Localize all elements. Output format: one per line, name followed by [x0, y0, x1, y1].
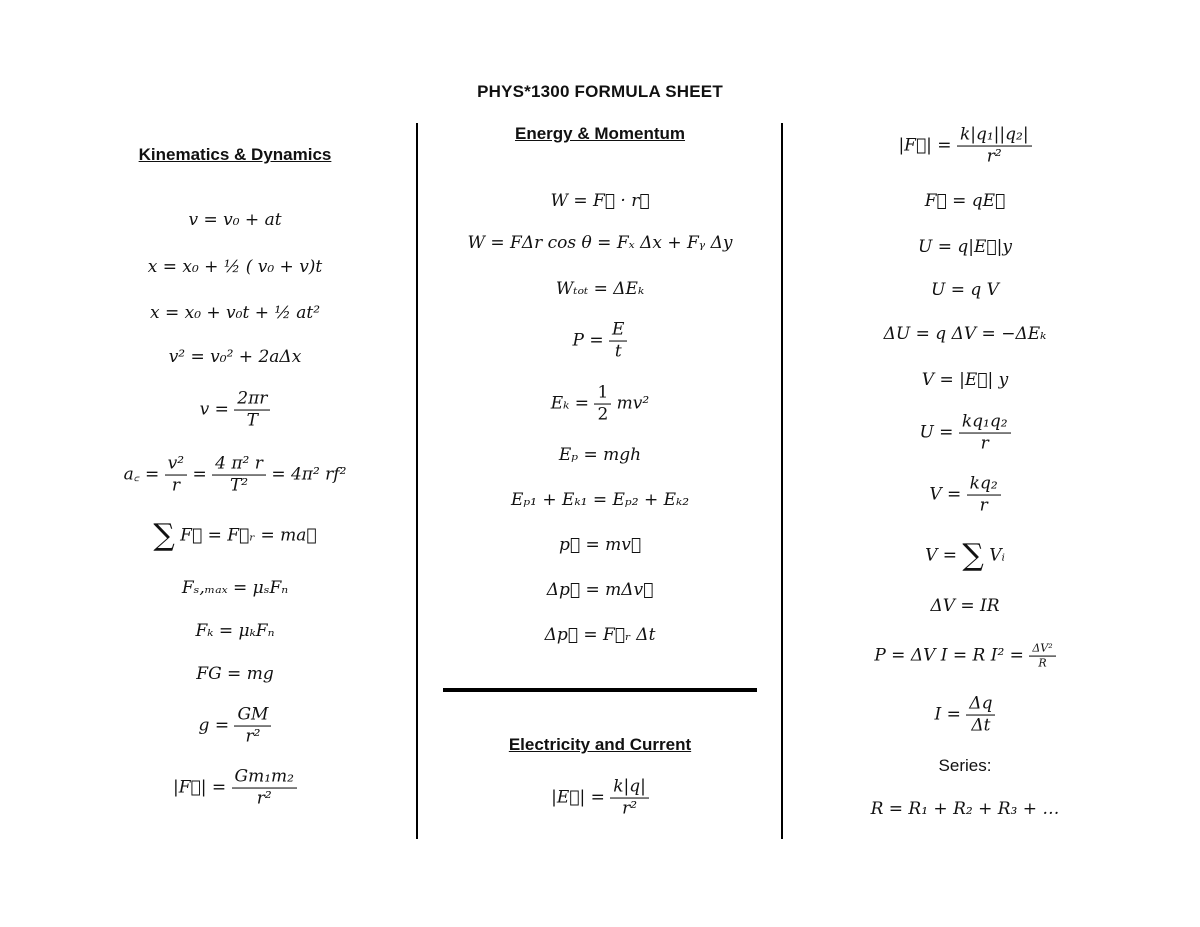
- denominator: r²: [256, 788, 272, 809]
- formula-impulse: Δp⃗ = F⃗ᵣ Δt: [544, 625, 656, 645]
- formula-rhs: = 4π² rf²: [271, 464, 347, 485]
- equals: =: [192, 464, 207, 485]
- formula-lhs: a꜀ =: [123, 464, 160, 485]
- formula-voltage-field: V = |E⃗| y: [921, 370, 1009, 390]
- fraction: [594, 384, 611, 425]
- formula-static-friction: Fₛ,ₘₐₓ = μₛFₙ: [181, 578, 289, 598]
- numerator: k|q₁||q₂|: [957, 126, 1032, 147]
- formula-voltage-sum: [815, 538, 1115, 573]
- formula-gravitational-field: [85, 706, 385, 747]
- formula-current: [815, 695, 1115, 736]
- fraction: [212, 455, 266, 496]
- formula-net-force: [85, 518, 385, 553]
- fraction: [610, 778, 649, 819]
- formula-lhs: Eₖ =: [550, 393, 590, 414]
- formula-force-field: F⃗ = qE⃗: [924, 191, 1006, 211]
- sum-symbol: ∑: [962, 538, 984, 573]
- numerator: ΔV²: [1029, 643, 1055, 657]
- denominator: r²: [622, 798, 638, 819]
- formula-lhs: I =: [934, 704, 961, 725]
- formula-electric-potential-energy: [815, 413, 1115, 454]
- denominator: r²: [245, 726, 261, 747]
- formula-ohms-law: ΔV = IR: [930, 596, 1000, 616]
- numerator: 4 π² r: [212, 455, 266, 476]
- formula-potential-energy-voltage: U = q V: [931, 280, 999, 300]
- fraction: [609, 321, 627, 362]
- formula-electric-power: [815, 643, 1115, 670]
- formula-circular-velocity: [85, 390, 385, 431]
- numerator: 1: [594, 384, 611, 405]
- numerator: Δq: [966, 695, 995, 716]
- formula-energy-conservation: Eₚ₁ + Eₖ₁ = Eₚ₂ + Eₖ₂: [510, 490, 690, 510]
- denominator: r: [171, 475, 180, 496]
- formula-work-total: Wₜₒₜ = ΔEₖ: [555, 279, 645, 299]
- formula-potential-energy: Eₚ = mgh: [558, 445, 642, 465]
- series-label: Series:: [938, 756, 992, 775]
- numerator: GM: [234, 706, 271, 727]
- denominator: r: [979, 495, 988, 516]
- formula-electric-potential: [815, 475, 1115, 516]
- formula-power: [445, 321, 755, 362]
- section-divider: [443, 688, 757, 692]
- formula-rhs: Vᵢ: [989, 545, 1005, 566]
- formula-velocity: v = v₀ + at: [188, 210, 282, 230]
- formula-series-resistance: R = R₁ + R₂ + R₃ + …: [870, 799, 1060, 819]
- formula-position-quadratic: x = x₀ + v₀t + ½ at²: [149, 303, 321, 323]
- formula-lhs: g =: [198, 715, 230, 736]
- denominator: r²: [986, 146, 1002, 167]
- formula-kinetic-energy: [445, 384, 755, 425]
- formula-potential-energy-field: U = q|E⃗|y: [918, 237, 1012, 257]
- formula-universal-gravitation: [85, 768, 385, 809]
- numerator: 2πr: [234, 390, 270, 411]
- formula-rhs: F⃗ = F⃗ᵣ = ma⃗: [180, 525, 317, 546]
- numerator: v²: [165, 455, 187, 476]
- denominator: R: [1038, 656, 1047, 670]
- numerator: Gm₁m₂: [232, 768, 297, 789]
- page-title: PHYS*1300 FORMULA SHEET: [477, 82, 723, 101]
- formula-lhs: U =: [919, 422, 954, 443]
- formula-kinetic-friction: Fₖ = μₖFₙ: [195, 621, 275, 641]
- fraction: [957, 126, 1032, 167]
- denominator: T²: [229, 475, 249, 496]
- formula-delta-potential-energy: ΔU = q ΔV = −ΔEₖ: [883, 324, 1047, 344]
- denominator: r: [980, 433, 989, 454]
- formula-momentum: p⃗ = mv⃗: [558, 535, 642, 555]
- formula-lhs: P =: [572, 330, 604, 351]
- formula-lhs: |F⃗| =: [173, 777, 227, 798]
- formula-velocity-squared: v² = v₀² + 2aΔx: [168, 347, 302, 367]
- numerator: kq₁q₂: [959, 413, 1011, 434]
- column-divider-right: [781, 123, 783, 839]
- formula-electric-field: [445, 778, 755, 819]
- fraction: [234, 390, 270, 431]
- formula-lhs: V =: [929, 484, 962, 505]
- fraction: [232, 768, 297, 809]
- fraction: [967, 475, 1001, 516]
- denominator: t: [614, 341, 622, 362]
- numerator: E: [609, 321, 627, 342]
- sum-symbol: ∑: [153, 518, 175, 553]
- formula-centripetal-acceleration: [85, 455, 385, 496]
- heading-electricity: Electricity and Current: [508, 735, 692, 754]
- formula-lhs: v =: [199, 399, 229, 420]
- heading-kinematics: Kinematics & Dynamics: [138, 145, 332, 164]
- formula-lhs: P = ΔV I = R I² =: [874, 645, 1024, 666]
- formula-momentum-change: Δp⃗ = mΔv⃗: [546, 580, 654, 600]
- column-divider-left: [416, 123, 418, 839]
- fraction: [1029, 643, 1055, 670]
- formula-work-components: W = FΔr cos θ = Fₓ Δx + Fᵧ Δy: [467, 233, 733, 253]
- fraction: [234, 706, 271, 747]
- denominator: T: [246, 410, 258, 431]
- fraction: [959, 413, 1011, 454]
- formula-lhs: V =: [925, 545, 957, 566]
- formula-gravity-force: F𝐺 = mg: [196, 664, 274, 684]
- formula-coulomb-law: [815, 126, 1115, 167]
- fraction: [966, 695, 995, 736]
- formula-lhs: |E⃗| =: [551, 787, 605, 808]
- formula-rhs: mv²: [616, 393, 650, 414]
- heading-energy: Energy & Momentum: [514, 124, 686, 143]
- fraction: [165, 455, 187, 496]
- numerator: kq₂: [967, 475, 1001, 496]
- numerator: k|q|: [610, 778, 649, 799]
- formula-position-average: x = x₀ + ½ ( v₀ + v)t: [147, 257, 323, 277]
- formula-work-dot: W = F⃗ · r⃗: [550, 191, 650, 211]
- formula-lhs: |F⃗| =: [898, 135, 952, 156]
- denominator: 2: [597, 404, 609, 425]
- denominator: Δt: [971, 715, 991, 736]
